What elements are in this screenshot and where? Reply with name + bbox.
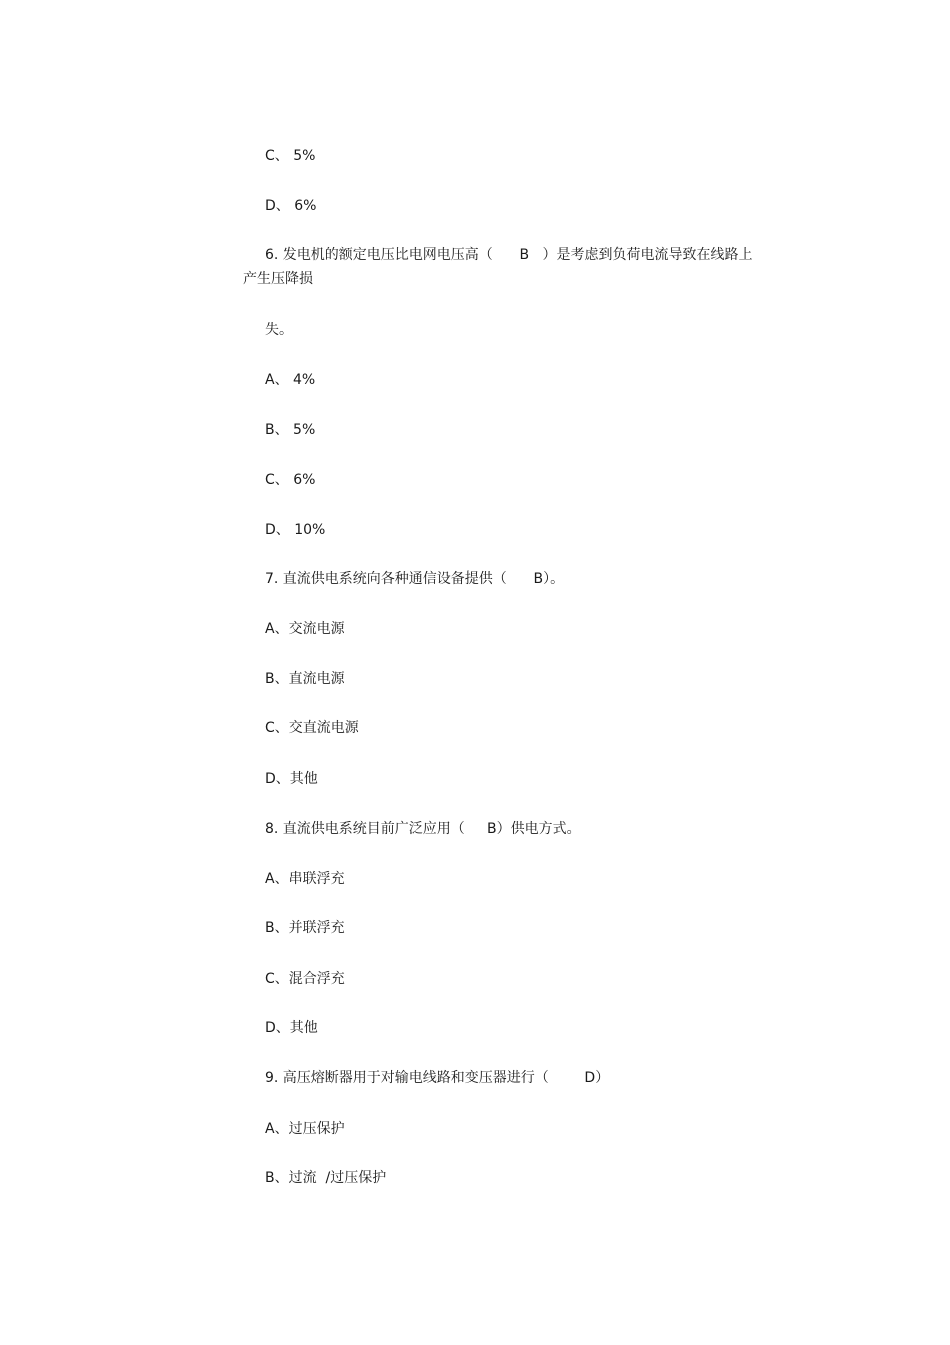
option-c-q7: C、交直流电源 [265, 720, 359, 736]
option-b-q8: B、并联浮充 [265, 920, 345, 936]
question-6-cont: 产生压降损 [243, 271, 313, 287]
option-d-q8: D、其他 [265, 1020, 318, 1036]
option-c-q5: C、 5% [265, 148, 316, 164]
option-c-q6: C、 6% [265, 472, 316, 488]
question-7: 7. 直流供电系统向各种通信设备提供（ B）。 [265, 571, 565, 587]
option-a-q9: A、过压保护 [265, 1121, 345, 1137]
question-6: 6. 发电机的额定电压比电网电压高（ B ）是考虑到负荷电流导致在线路上 [265, 247, 753, 263]
question-9: 9. 高压熔断器用于对输电线路和变压器进行（ D） [265, 1070, 610, 1086]
option-b-q7: B、直流电源 [265, 671, 345, 687]
option-d-q6: D、 10% [265, 522, 326, 538]
option-c-q8: C、混合浮充 [265, 971, 345, 987]
question-6-end: 失。 [265, 322, 293, 338]
option-a-q8: A、串联浮充 [265, 871, 345, 887]
option-a-q7: A、交流电源 [265, 621, 345, 637]
option-d-q7: D、其他 [265, 771, 318, 787]
question-8: 8. 直流供电系统目前广泛应用（ B）供电方式。 [265, 821, 581, 837]
option-d-q5: D、 6% [265, 198, 317, 214]
option-b-q6: B、 5% [265, 422, 316, 438]
option-b-q9: B、过流 /过压保护 [265, 1170, 387, 1186]
option-a-q6: A、 4% [265, 372, 316, 388]
